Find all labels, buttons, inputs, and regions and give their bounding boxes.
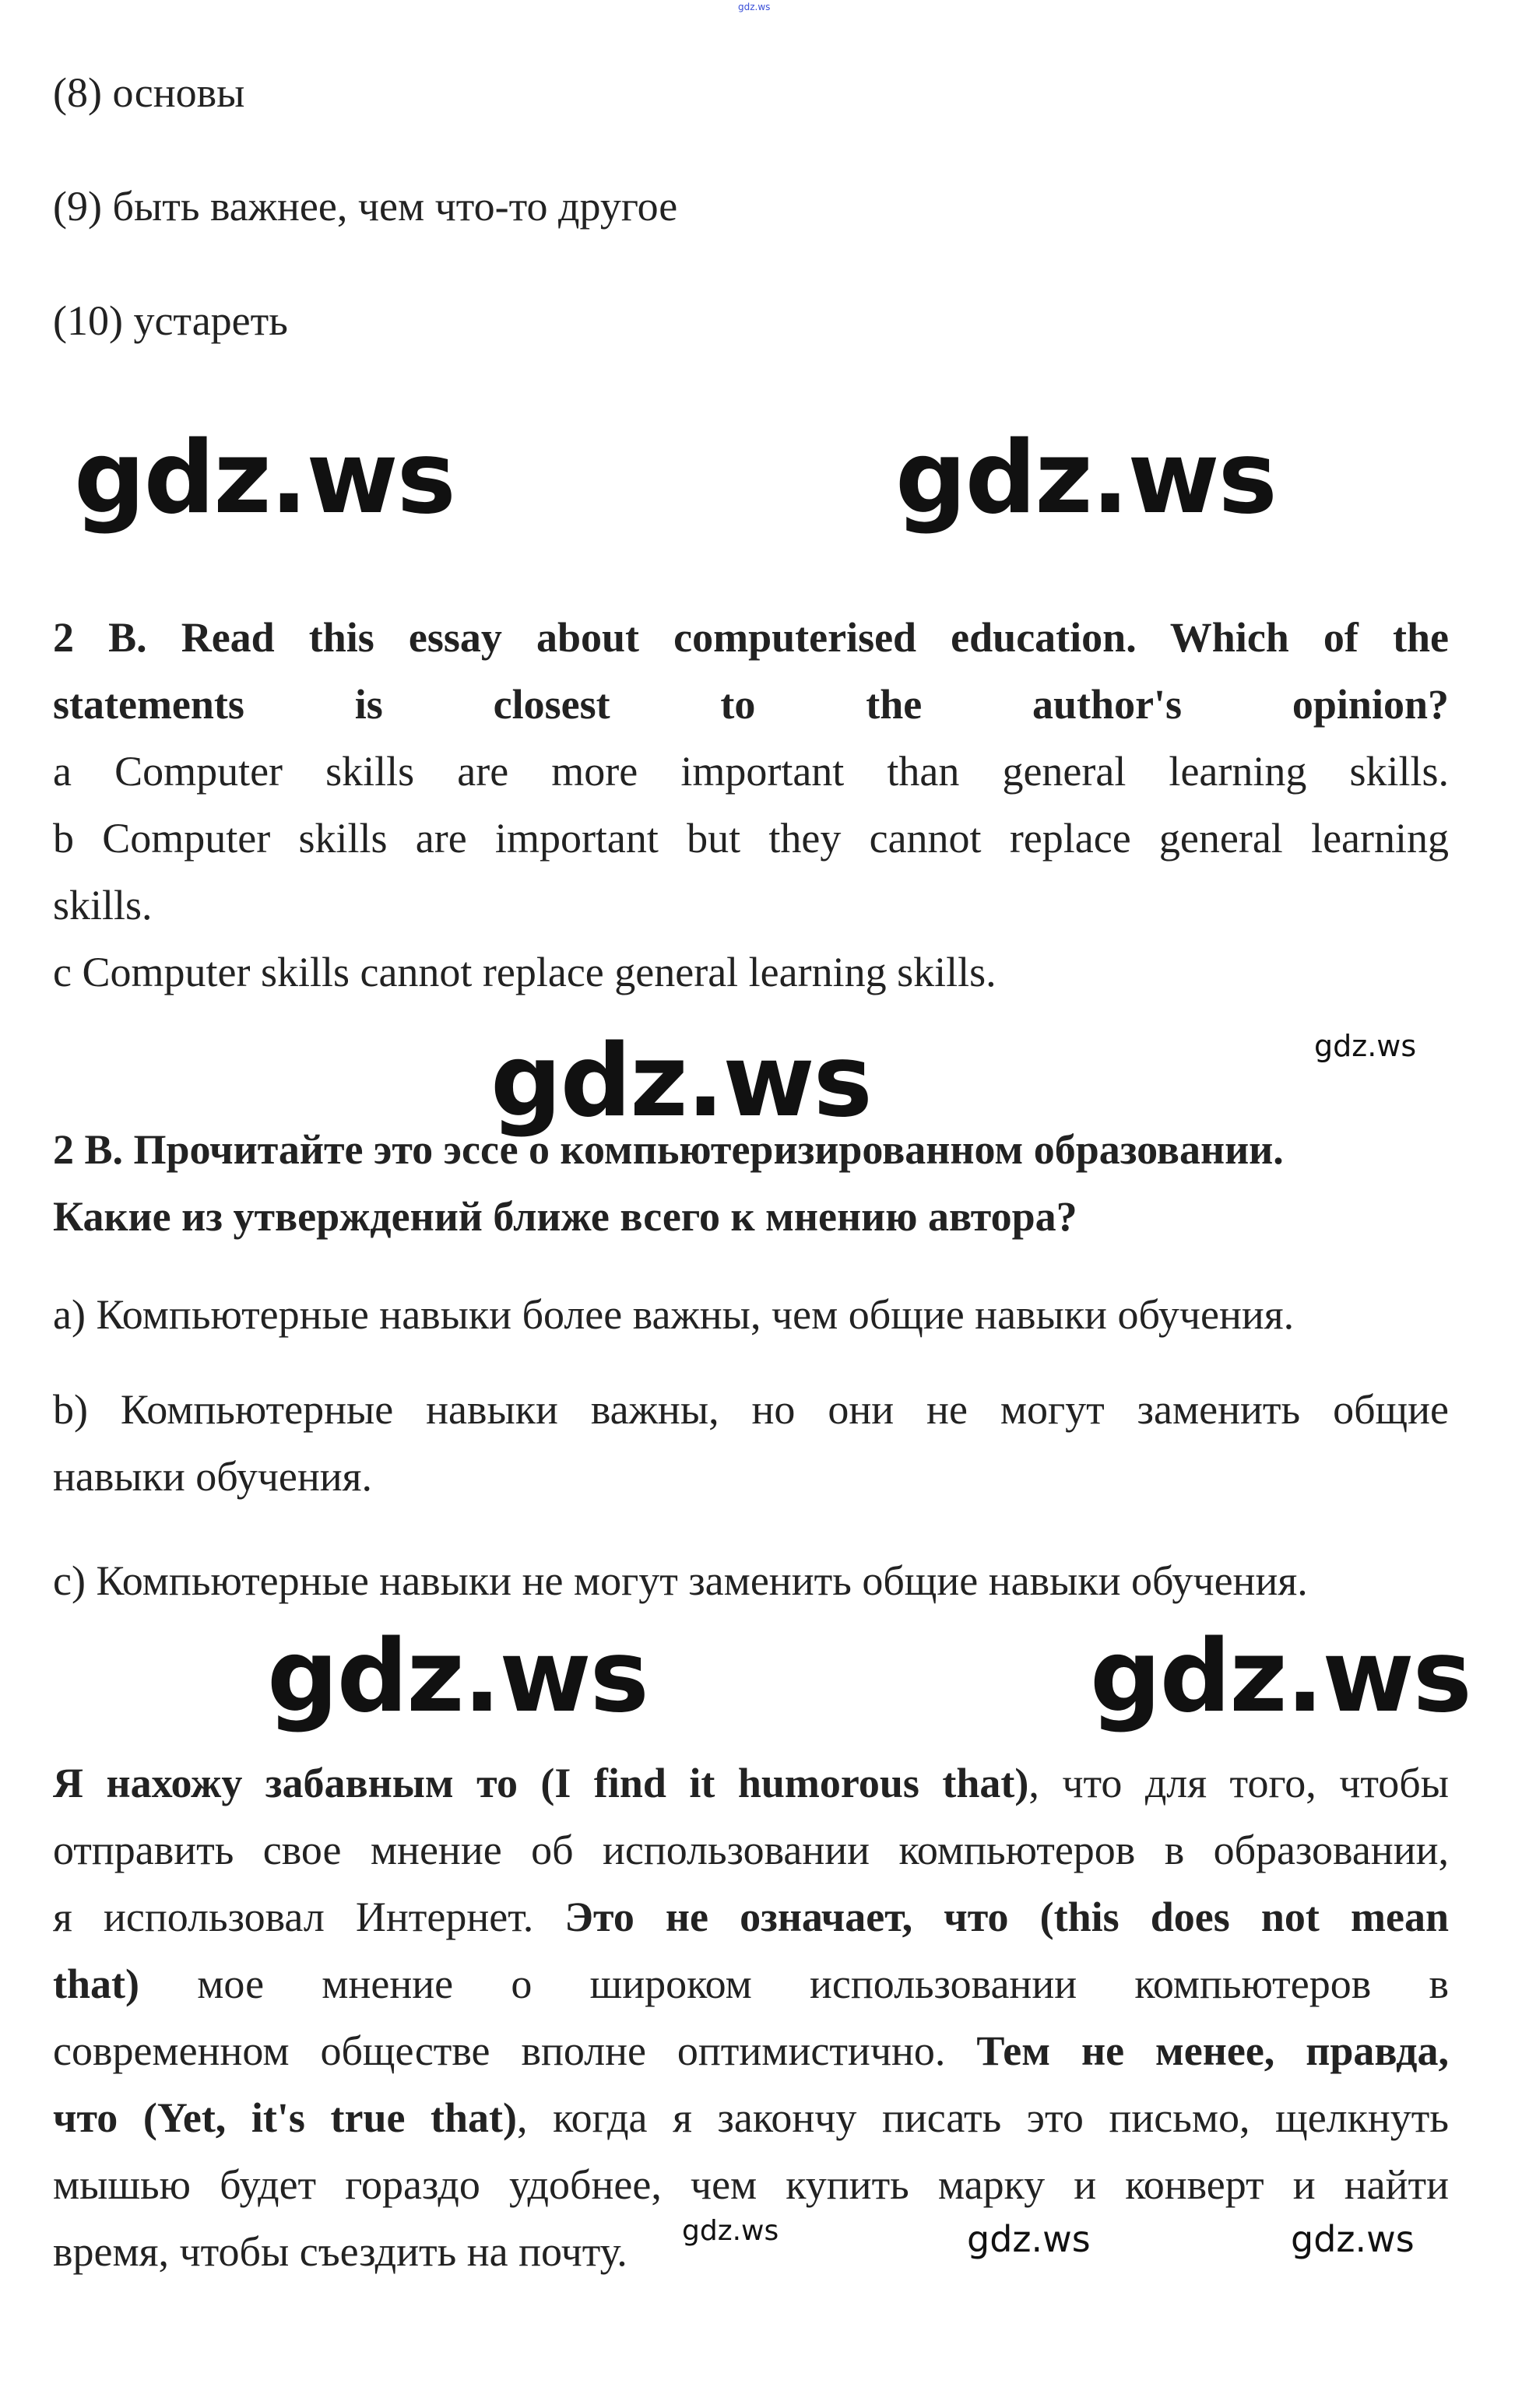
task-russian-heading: 2 B. Прочитайте это эссе о компьютеризированном образовании. bbox=[53, 1126, 1284, 1173]
watermark-small: gdz.ws bbox=[682, 2215, 779, 2247]
essay-line: отправить свое мнение об использовании компьютеров в образовании, bbox=[53, 1827, 1449, 1873]
task-english bbox=[53, 604, 1449, 1006]
task-russian-heading: Какие из утверждений ближе всего к мнению автора? bbox=[53, 1193, 1077, 1240]
essay-line: я использовал Интернет. Это не означает, что (this does not mean bbox=[53, 1894, 1450, 1940]
watermark-large: gdz.ws bbox=[74, 420, 455, 536]
watermark-small: gdz.ws bbox=[1291, 2218, 1415, 2260]
option-a-ru: а) Компьютерные навыки более важны, чем общие навыки обучения. bbox=[53, 1291, 1295, 1338]
option-b: b Computer skills are important but they cannot replace general learning bbox=[53, 815, 1449, 862]
essay-line: современном обществе вполне оптимистично. Тем не менее, правда, bbox=[53, 2027, 1449, 2074]
option-a: a Computer skills are more important than general learning skills. bbox=[53, 748, 1449, 795]
essay-line: что (Yet, it's true that), когда я закончу писать это письмо, щелкнуть bbox=[53, 2094, 1449, 2141]
essay-line: время, чтобы съездить на почту. bbox=[53, 2228, 627, 2275]
essay-line: мышью будет гораздо удобнее, чем купить марку и конверт и найти bbox=[53, 2161, 1449, 2208]
option-c-ru: c) Компьютерные навыки не могут заменить общие навыки обучения. bbox=[53, 1557, 1308, 1604]
essay-line: that) мое мнение о широком использовании компьютеров в bbox=[53, 1960, 1449, 2007]
watermark-large: gdz.ws bbox=[267, 1619, 648, 1735]
watermark-large: gdz.ws bbox=[490, 1023, 871, 1139]
option-b-ru bbox=[53, 1376, 1449, 1510]
watermark-small: gdz.ws bbox=[967, 2218, 1091, 2260]
watermark-top: gdz.ws bbox=[738, 2, 771, 12]
task-english-heading: 2 B. Read this essay about computerised education. Which of the bbox=[53, 614, 1449, 661]
option-b-ru-line: b) Компьютерные навыки важны, но они не могут заменить общие bbox=[53, 1386, 1449, 1433]
watermark-small: gdz.ws bbox=[1314, 1029, 1417, 1063]
essay-line: Я нахожу забавным то (I find it humorous that), что для того, чтобы bbox=[53, 1760, 1450, 1806]
option-c: c Computer skills cannot replace general learning skills. bbox=[53, 949, 997, 995]
watermark-large: gdz.ws bbox=[895, 420, 1276, 536]
watermark-large: gdz.ws bbox=[1090, 1619, 1471, 1735]
option-b: skills. bbox=[53, 882, 153, 928]
vocab-item: (9) быть важнее, чем что-то другое bbox=[53, 183, 678, 230]
task-english-heading: statements is closest to the author's opinion? bbox=[53, 681, 1449, 728]
essay-paragraph bbox=[53, 1750, 1449, 2285]
option-b-ru-line: навыки обучения. bbox=[53, 1453, 372, 1500]
vocab-item: (10) устареть bbox=[53, 297, 288, 344]
vocab-item: (8) основы bbox=[53, 69, 245, 116]
